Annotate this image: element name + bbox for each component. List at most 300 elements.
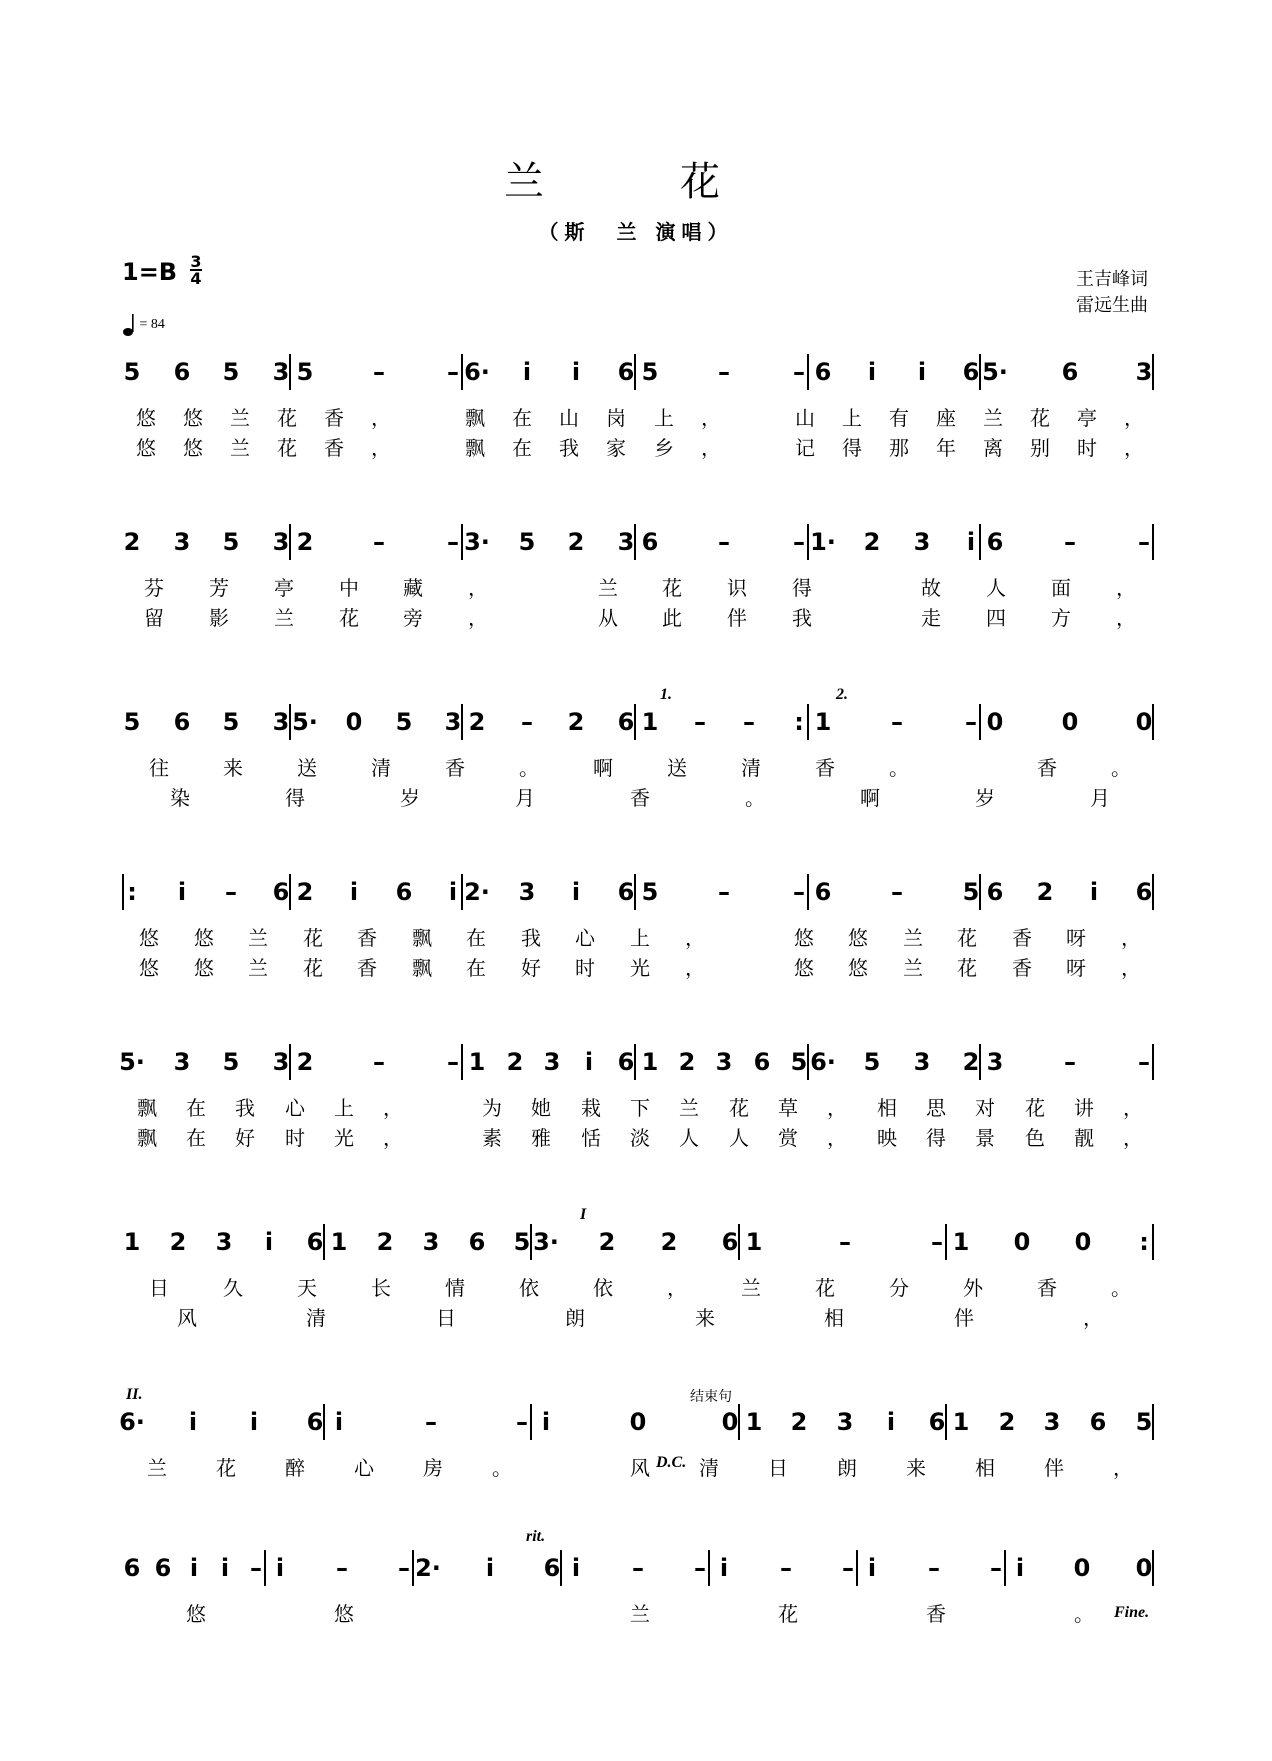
lyric-char: 我 [559,436,579,460]
lyric-char: 相 [824,1306,844,1330]
bar-line [412,1550,414,1586]
note: i [349,878,359,906]
lyric-char: 面 [1051,576,1071,600]
note: – [780,1554,792,1582]
lyric-char: ， [1113,1456,1133,1480]
lyric-char: 悠 [183,436,203,460]
note: 1 [641,1048,659,1076]
lyric-char: 在 [186,1126,206,1150]
note: 6· [464,358,490,386]
note: 1 [814,708,832,736]
lyric-char: 兰 [274,606,294,630]
note: 3 [986,1048,1004,1076]
lyric-char: 悠 [848,926,868,950]
lyric-char: 山 [559,406,579,430]
note: 3 [1135,358,1153,386]
lyric-char: 悠 [794,956,814,980]
lyric-char: 悠 [139,956,159,980]
song-title: 兰 花 [504,159,768,205]
score-system [0,1402,1272,1542]
lyrics-line [0,1126,1272,1152]
note: 1 [745,1408,763,1436]
lyric-char: ， [701,406,721,430]
note: 2 [567,708,585,736]
note: i [867,1554,877,1582]
lyric-char: ， [1116,606,1136,630]
score-system [0,1042,1272,1182]
volta-2-mark: 2. [836,686,848,703]
lyric-char: 我 [792,606,812,630]
note: i [1015,1554,1025,1582]
lyrics-line [0,926,1272,952]
note: i [485,1554,495,1582]
lyric-char: 那 [889,436,909,460]
lyric-char: ， [1123,1126,1143,1150]
note: 6 [962,358,980,386]
time-signature-bottom: 4 [190,269,202,288]
bar-line [264,1550,266,1586]
note: 3 [422,1228,440,1256]
note: 5 [222,528,240,556]
lyric-char: 伴 [1044,1456,1064,1480]
lyric-char: 在 [186,1096,206,1120]
lyric-char: 兰 [147,1456,167,1480]
note: 6 [986,878,1004,906]
lyric-char: ， [1124,436,1144,460]
lyric-char: 岁 [400,786,420,810]
note: 6 [814,878,832,906]
note: 6 [928,1408,946,1436]
tempo-value: = 84 [139,317,165,333]
note: 1 [123,1228,141,1256]
note: 6 [986,528,1004,556]
lyric-char: 清 [306,1306,326,1330]
lyric-char: 花 [303,956,323,980]
note: 0 [1135,1554,1153,1582]
lyric-char: 飘 [137,1126,157,1150]
note: 2· [464,878,490,906]
note: – [1064,528,1076,556]
lyric-char: ， [1116,576,1136,600]
time-signature-top: 3 [190,252,202,271]
note: 6· [810,1048,836,1076]
lyric-char: 景 [975,1126,995,1150]
note: – [336,1554,348,1582]
lyric-char: 对 [975,1096,995,1120]
lyric-char: 。 [1111,756,1131,780]
quarter-note-icon [122,313,136,337]
lyric-char: ， [667,1276,687,1300]
ending-phrase-mark: 结束句 [690,1390,732,1405]
note: 2 [506,1048,524,1076]
note: 1 [468,1048,486,1076]
lyric-char: 讲 [1074,1096,1094,1120]
note: 2 [998,1408,1016,1436]
lyric-char: 得 [926,1126,946,1150]
note: 0 [345,708,363,736]
lyric-char: 日 [768,1456,788,1480]
lyric-char: 兰 [230,436,250,460]
note: 3 [715,1048,733,1076]
note: 6 [395,878,413,906]
lyrics-line [0,436,1272,462]
lyric-char: 人 [679,1126,699,1150]
note: 5 [641,878,659,906]
note: 5· [119,1048,145,1076]
note: 1 [330,1228,348,1256]
note: – [793,878,805,906]
lyric-char: 乡 [654,436,674,460]
lyric-char: 识 [727,576,747,600]
note: i [886,1408,896,1436]
lyric-char: ， [468,606,488,630]
note: 3 [913,528,931,556]
lyric-char: 送 [297,756,317,780]
lyric-char: 花 [778,1602,798,1626]
lyric-char: 香 [324,436,344,460]
lyric-char: 。 [1074,1602,1094,1626]
bar-line [461,1044,463,1080]
lyric-char: 从 [598,606,618,630]
bar-line [461,874,463,910]
volta-II-mark: II. [126,1386,143,1403]
note: 2 [962,1048,980,1076]
lyric-char: 兰 [230,406,250,430]
lyric-char: 飘 [465,436,485,460]
fine-mark: Fine. [1114,1604,1150,1621]
lyric-char: 。 [492,1456,512,1480]
note: : [127,878,137,906]
lyric-char: 兰 [983,406,1003,430]
bar-line [708,1550,710,1586]
note: 6 [154,1554,172,1582]
lyric-char: 悠 [186,1602,206,1626]
lyric-char: 时 [1077,436,1097,460]
note: 3 [836,1408,854,1436]
lyric-char: 香 [1012,926,1032,950]
lyric-char: 中 [339,576,359,600]
note: 1 [952,1408,970,1436]
note: 6 [272,878,290,906]
lyric-char: 伴 [727,606,747,630]
bar-line [979,704,981,740]
lyric-char: 栽 [581,1096,601,1120]
lyric-char: ， [685,956,705,980]
lyric-char: 长 [371,1276,391,1300]
lyric-char: 朗 [837,1456,857,1480]
note: i [867,358,877,386]
lyric-char: 悠 [194,956,214,980]
note: 6 [617,1048,635,1076]
lyric-char: 人 [986,576,1006,600]
lyric-char: 色 [1025,1126,1045,1150]
lyric-char: 清 [741,756,761,780]
lyric-char: 香 [1037,756,1057,780]
lyric-char: 香 [926,1602,946,1626]
lyric-char: 悠 [136,436,156,460]
lyric-char: 花 [1025,1096,1045,1120]
lyric-char: 悠 [848,956,868,980]
lyrics-line [0,756,1272,782]
note: 5 [513,1228,531,1256]
lyric-char: 香 [815,756,835,780]
lyric-char: 。 [1111,1276,1131,1300]
lyric-char: 相 [877,1096,897,1120]
lyric-char: 心 [575,926,595,950]
note: 6 [306,1228,324,1256]
lyric-char: 依 [519,1276,539,1300]
lyric-char: 飘 [412,956,432,980]
note: – [718,528,730,556]
bar-line [1004,1550,1006,1586]
time-signature [190,254,202,286]
note: 3 [1043,1408,1061,1436]
lyric-char: ， [827,1126,847,1150]
note: – [398,1554,410,1582]
note: 2 [660,1228,678,1256]
lyric-char: 花 [815,1276,835,1300]
note: i [275,1554,285,1582]
lyric-char: 时 [285,1126,305,1150]
note: 6 [173,358,191,386]
bar-line [1152,1044,1154,1080]
lyrics-line [0,406,1272,432]
lyric-char: 思 [926,1096,946,1120]
note: 6 [123,1554,141,1582]
note: – [694,1554,706,1582]
bar-line [807,354,809,390]
note: i [571,1554,581,1582]
note: – [931,1228,943,1256]
lyric-char: 朗 [565,1306,585,1330]
lyric-char: 。 [519,756,539,780]
lyric-char: 影 [209,606,229,630]
note: 2 [790,1408,808,1436]
lyric-char: 方 [1051,606,1071,630]
note: 2 [169,1228,187,1256]
lyric-char: 花 [957,926,977,950]
lyric-char: 上 [630,926,650,950]
lyric-char: 素 [482,1126,502,1150]
lyric-char: 悠 [334,1602,354,1626]
note: 1· [810,528,836,556]
lyric-char: 花 [957,956,977,980]
lyric-char: 年 [936,436,956,460]
note: 2 [123,528,141,556]
bar-line [945,1224,947,1260]
lyric-char: 香 [324,406,344,430]
note: 2 [678,1048,696,1076]
note: – [632,1554,644,1582]
note: i [571,878,581,906]
lyric-char: 伴 [954,1306,974,1330]
note: i [189,1554,199,1582]
note: – [373,358,385,386]
lyric-char: 好 [235,1126,255,1150]
note: 0 [1013,1228,1031,1256]
lyric-char: 兰 [248,956,268,980]
note: 6 [468,1228,486,1256]
lyric-char: 人 [729,1126,749,1150]
note: – [1138,528,1150,556]
lyric-char: 心 [285,1096,305,1120]
note: i [571,358,581,386]
note: 3· [464,528,490,556]
lyric-char: 飘 [465,406,485,430]
lyric-char: 月 [1090,786,1110,810]
lyric-char: 得 [792,576,812,600]
note: – [1064,1048,1076,1076]
bar-line [807,524,809,560]
lyric-char: 花 [729,1096,749,1120]
note: 6 [1089,1408,1107,1436]
lyric-char: 兰 [679,1096,699,1120]
note: 0 [1135,708,1153,736]
lyric-char: 心 [354,1456,374,1480]
lyric-char: 来 [223,756,243,780]
lyrics-line [0,1602,1272,1628]
note: i [1089,878,1099,906]
lyric-char: ， [827,1096,847,1120]
note: 6 [617,708,635,736]
lyric-char: 旁 [403,606,423,630]
lyric-char: 记 [795,436,815,460]
lyric-char: 在 [466,926,486,950]
lyric-char: 得 [285,786,305,810]
lyric-char: 外 [963,1276,983,1300]
note: i [448,878,458,906]
lyric-char: 送 [667,756,687,780]
lyric-char: 悠 [139,926,159,950]
bar-line [807,704,809,740]
lyric-char: 飘 [412,926,432,950]
lyric-char: 兰 [903,956,923,980]
lyric-char: 四 [986,606,1006,630]
note: 0 [629,1408,647,1436]
lyric-char: 别 [1030,436,1050,460]
note: – [718,358,730,386]
note: 0 [1073,1554,1091,1582]
lyric-char: 来 [906,1456,926,1480]
lyric-char: 下 [630,1096,650,1120]
note: 2 [296,878,314,906]
lyric-char: 好 [521,956,541,980]
note: 3 [272,708,290,736]
note: i [334,1408,344,1436]
lyric-char: 分 [889,1276,909,1300]
note: 5 [123,358,141,386]
note: 5 [123,708,141,736]
note: i [541,1408,551,1436]
bar-line [807,874,809,910]
composer-credit: 雷远生曲 [1076,295,1148,316]
lyric-char: 座 [936,406,956,430]
note: 5 [641,358,659,386]
note: – [373,1048,385,1076]
note: – [516,1408,528,1436]
note: : [794,708,804,736]
lyrics-line [0,1456,1272,1482]
note: 3· [533,1228,559,1256]
note: – [225,878,237,906]
lyric-char: 为 [482,1096,502,1120]
note: 6 [721,1228,739,1256]
lyric-char: ， [685,926,705,950]
note: – [990,1554,1002,1582]
lyric-char: 花 [1030,406,1050,430]
lyric-char: 染 [170,786,190,810]
note: i [188,1408,198,1436]
note: 0 [1061,708,1079,736]
lyric-char: 香 [1012,956,1032,980]
lyric-char: ， [1121,926,1141,950]
note: 3 [173,528,191,556]
lyric-char: 花 [277,406,297,430]
lyric-char: 情 [445,1276,465,1300]
note: 5 [518,528,536,556]
score-system [0,872,1272,1012]
note: 6 [1135,878,1153,906]
lyric-char: 往 [149,756,169,780]
lyric-char: 花 [277,436,297,460]
lyric-char: 香 [357,926,377,950]
note: 5 [222,358,240,386]
lyric-char: 。 [889,756,909,780]
lyric-char: 。 [745,786,765,810]
dc-mark: D.C. [656,1454,687,1471]
bar-line [856,1550,858,1586]
note: 2· [415,1554,441,1582]
note: 3 [518,878,536,906]
lyric-char: 香 [630,786,650,810]
note: 2 [598,1228,616,1256]
lyric-char: 映 [877,1126,897,1150]
note: – [793,528,805,556]
lyric-char: 芳 [209,576,229,600]
lyric-char: ， [1123,1096,1143,1120]
ritardando-mark: rit. [526,1528,546,1545]
note: 2 [1036,878,1054,906]
score-system [0,702,1272,842]
note: 5 [790,1048,808,1076]
note: – [793,358,805,386]
lyric-char: 日 [149,1276,169,1300]
score-system [0,1222,1272,1362]
note: – [447,1048,459,1076]
lyric-char: 她 [531,1096,551,1120]
bar-line [461,354,463,390]
lyric-char: 香 [357,956,377,980]
lyric-char: 靓 [1074,1126,1094,1150]
lyric-char: 上 [842,406,862,430]
bar-line [530,1404,532,1440]
lyric-char: 故 [921,576,941,600]
note: i [966,528,976,556]
lyric-char: ， [383,1126,403,1150]
lyrics-line [0,956,1272,982]
bar-line [979,524,981,560]
lyric-char: 兰 [741,1276,761,1300]
lyric-char: 花 [339,606,359,630]
lyric-char: 岁 [975,786,995,810]
lyric-char: 兰 [903,926,923,950]
note: 5· [982,358,1008,386]
lyric-char: 走 [921,606,941,630]
bar-line [1152,1224,1154,1260]
lyric-char: 亭 [1077,406,1097,430]
note: – [694,708,706,736]
note: – [250,1554,262,1582]
